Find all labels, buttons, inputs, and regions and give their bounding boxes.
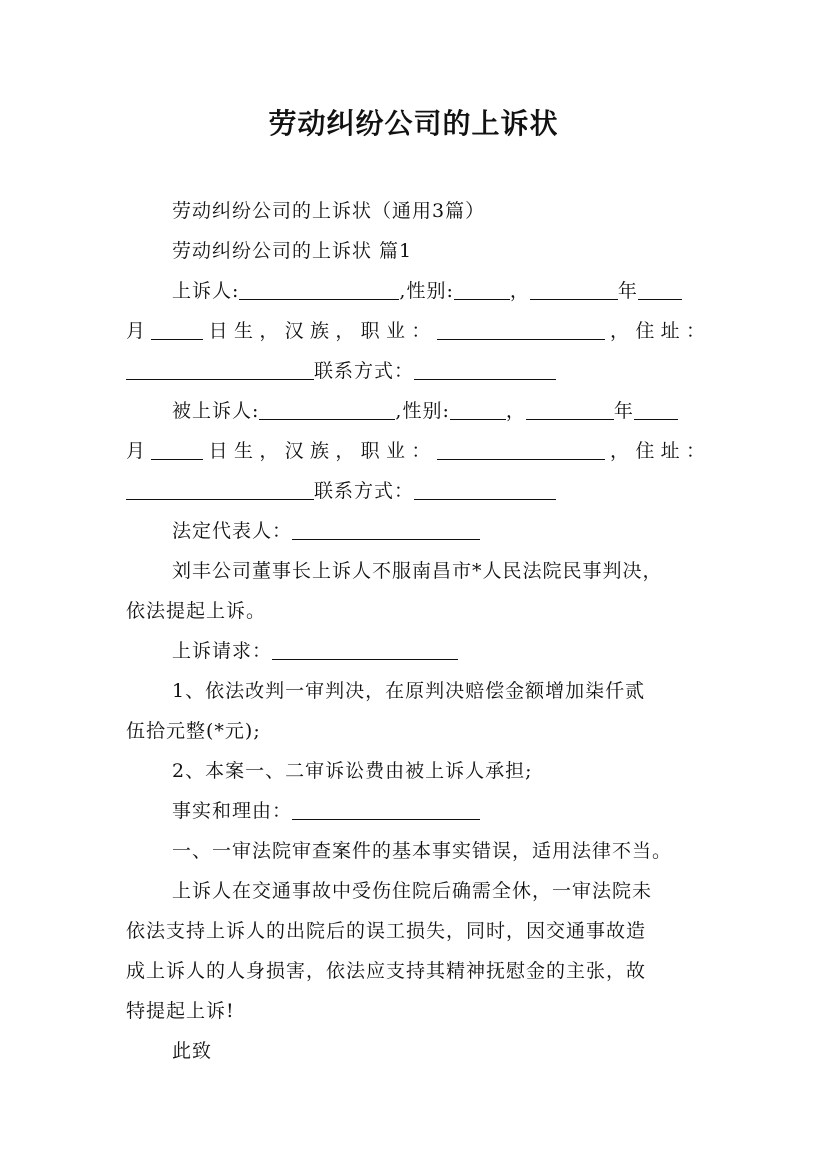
occupation-blank	[437, 315, 605, 340]
gender-blank	[454, 275, 510, 300]
contact-blank	[414, 475, 556, 500]
gender-blank	[450, 395, 506, 420]
appellee-line-1	[126, 391, 706, 431]
month-label: 月	[126, 440, 152, 462]
address-blank	[126, 475, 314, 500]
comma: ，	[505, 400, 526, 422]
paragraph-line: 依法支持上诉人的出院后的误工损失，同时，因交通事故造	[126, 920, 647, 942]
birth-day-blank	[151, 315, 203, 340]
appellant-line-1	[126, 271, 706, 311]
legal-representative-blank	[292, 515, 480, 540]
address-blank	[126, 355, 314, 380]
appellee-line-2	[126, 431, 706, 471]
document-body	[126, 191, 706, 1071]
contact-label: 联系方式：	[314, 480, 415, 502]
request-item-1-continued: 伍拾元整(*元);	[126, 720, 261, 742]
paragraph-line: 成上诉人的人身损害，依法应支持其精神抚慰金的主张，故	[126, 960, 647, 982]
appellant-name-blank	[239, 275, 399, 300]
occupation-blank	[437, 435, 605, 460]
year-label: 年	[613, 400, 634, 422]
birth-year-blank	[526, 395, 614, 420]
paragraph-line: 依法提起上诉。	[126, 600, 267, 622]
paragraph-line: 特提起上诉!	[126, 1000, 235, 1022]
comma: ，	[509, 280, 530, 302]
paragraph-line: 刘丰公司董事长上诉人不服南昌市*人民法院民事判决，	[172, 560, 663, 582]
request-item-2: 2、本案一、二审诉讼费由被上诉人承担;	[172, 760, 533, 782]
closing-line: 此致	[172, 1040, 213, 1062]
appellant-line-2	[126, 311, 706, 351]
facts-reasons-line	[126, 791, 706, 831]
birth-month-blank	[634, 395, 678, 420]
legal-representative-label: 法定代表人：	[172, 520, 293, 542]
reason-heading: 一、一审法院审查案件的基本事实错误，适用法律不当。	[172, 840, 673, 862]
birth-year-blank	[530, 275, 618, 300]
facts-reasons-blank	[292, 795, 480, 820]
gender-label: ,性别:	[399, 280, 454, 302]
month-label: 月	[126, 320, 152, 342]
section-heading: 劳动纠纷公司的上诉状 篇1	[172, 240, 413, 262]
appeal-request-blank	[272, 635, 458, 660]
legal-representative-line	[126, 511, 706, 551]
request-item-1: 1、依法改判一审判决，在原判决赔偿金额增加柒仟贰	[172, 680, 646, 702]
contact-blank	[414, 355, 556, 380]
facts-reasons-label: 事实和理由：	[172, 800, 293, 822]
subtitle-line: 劳动纠纷公司的上诉状（通用3篇）	[172, 200, 486, 222]
address-label: ，住址：	[604, 440, 706, 462]
birth-month-blank	[638, 275, 682, 300]
appellant-line-3	[126, 351, 706, 391]
year-label: 年	[617, 280, 638, 302]
appellee-label: 被上诉人:	[172, 400, 260, 422]
appeal-request-line	[126, 631, 706, 671]
contact-label: 联系方式：	[314, 360, 415, 382]
gender-label: ,性别:	[395, 400, 450, 422]
birth-day-blank	[151, 435, 203, 460]
address-label: ，住址：	[604, 320, 706, 342]
appeal-request-label: 上诉请求：	[172, 640, 273, 662]
appellant-label: 上诉人:	[172, 280, 240, 302]
birth-ethnicity-occupation-label: 日生，汉族，职业：	[203, 440, 437, 462]
birth-ethnicity-occupation-label: 日生，汉族，职业：	[203, 320, 437, 342]
document-title: 劳动纠纷公司的上诉状	[268, 107, 559, 140]
appellee-line-3	[126, 471, 706, 511]
appellee-name-blank	[259, 395, 395, 420]
paragraph-line: 上诉人在交通事故中受伤住院后确需全休，一审法院未	[172, 880, 653, 902]
